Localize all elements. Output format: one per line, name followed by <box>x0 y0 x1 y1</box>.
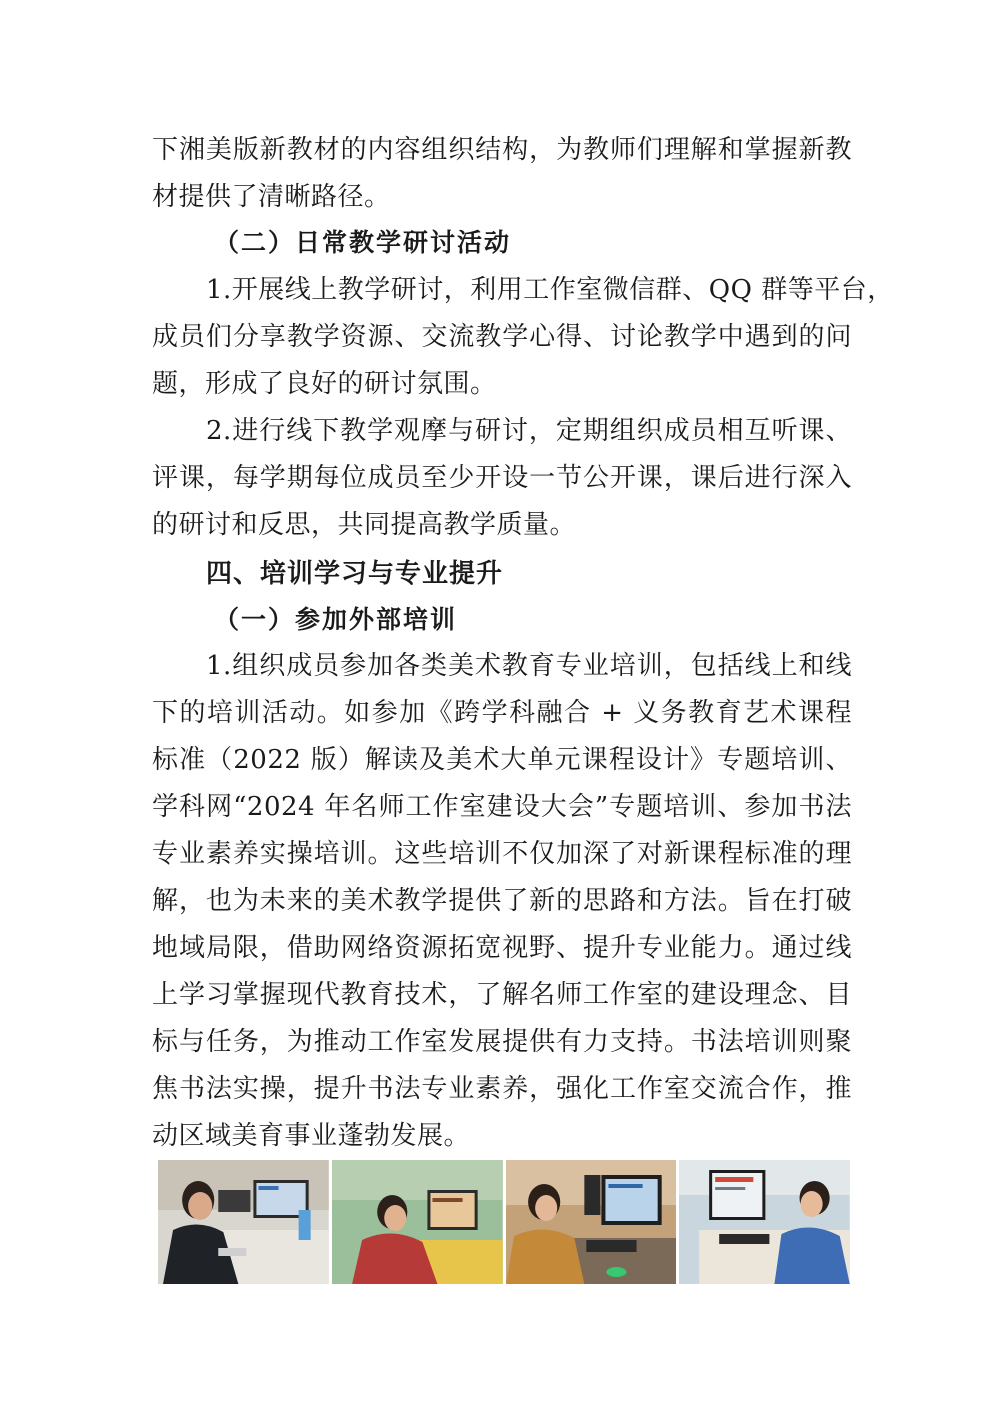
paragraph-line: 评课，每学期每位成员至少开设一节公开课，课后进行深入 <box>152 463 852 493</box>
training-photo-1 <box>158 1160 329 1284</box>
training-photo-4 <box>679 1160 850 1284</box>
paragraph-line: 学科网“2024 年名师工作室建设大会”专题培训、参加书法 <box>152 792 852 822</box>
paragraph-line: 下的培训活动。如参加《跨学科融合 + 义务教育艺术课程 <box>152 698 852 728</box>
paragraph-line: 材提供了清晰路径。 <box>152 182 391 212</box>
paragraph-line: 下湘美版新教材的内容组织结构，为教师们理解和掌握新教 <box>152 135 852 165</box>
paragraph-line: 解，也为未来的美术教学提供了新的思路和方法。旨在打破 <box>152 886 852 916</box>
paragraph-line: 成员们分享教学资源、交流教学心得、讨论教学中遇到的问 <box>152 322 852 352</box>
paragraph-line: 动区域美育事业蓬勃发展。 <box>152 1121 471 1151</box>
paragraph-line: 地域局限，借助网络资源拓宽视野、提升专业能力。通过线 <box>152 933 852 963</box>
paragraph-line: 1.开展线上教学研讨，利用工作室微信群、QQ 群等平台， <box>206 275 894 305</box>
training-photo-3 <box>506 1160 677 1284</box>
paragraph-line: 标准（2022 版）解读及美术大单元课程设计》专题培训、 <box>152 745 852 775</box>
paragraph-line: 焦书法实操，提升书法专业素养，强化工作室交流合作，推 <box>152 1074 852 1104</box>
paragraph-line: 专业素养实操培训。这些培训不仅加深了对新课程标准的理 <box>152 839 852 869</box>
training-photo-strip <box>158 1160 850 1284</box>
paragraph-line: 1.组织成员参加各类美术教育专业培训，包括线上和线 <box>206 651 852 681</box>
subsection-heading: （二）日常教学研讨活动 <box>214 228 512 257</box>
section-heading: 四、培训学习与专业提升 <box>206 559 504 589</box>
paragraph-line: 题，形成了良好的研讨氛围。 <box>152 369 497 399</box>
paragraph-line: 上学习掌握现代教育技术，了解名师工作室的建设理念、目 <box>152 980 852 1010</box>
paragraph-line: 的研讨和反思，共同提高教学质量。 <box>152 510 577 540</box>
training-photo-2 <box>332 1160 503 1284</box>
paragraph-line: 2.进行线下教学观摩与研讨，定期组织成员相互听课、 <box>206 416 852 446</box>
subsection-heading: （一）参加外部培训 <box>214 605 458 634</box>
paragraph-line: 标与任务，为推动工作室发展提供有力支持。书法培训则聚 <box>152 1027 852 1057</box>
